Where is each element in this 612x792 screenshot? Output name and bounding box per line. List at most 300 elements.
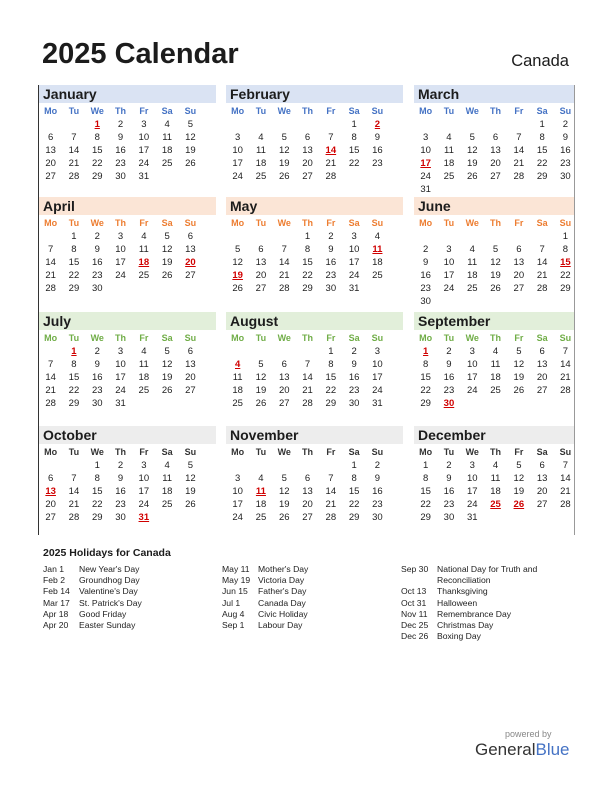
day-cell: 1 <box>328 346 334 357</box>
day-cell: 24 <box>443 283 455 294</box>
weekday-label: We <box>465 218 479 228</box>
weekday-label: Tu <box>443 106 455 116</box>
day-cell: 19 <box>161 372 173 383</box>
day-grid <box>39 230 216 295</box>
day-cell: 13 <box>302 486 313 497</box>
day-cell: 2 <box>351 346 357 357</box>
day-cell: 16 <box>115 145 126 156</box>
holiday-name: Canada Day <box>258 597 306 608</box>
weekday-label: Mo <box>419 106 433 116</box>
weekday-label: Mo <box>44 106 58 116</box>
day-cell: 16 <box>560 145 571 156</box>
month-name: November <box>226 426 403 444</box>
day-cell: 13 <box>490 145 501 156</box>
day-cell: 20 <box>45 158 56 169</box>
day-cell: 12 <box>490 257 501 268</box>
day-cell: 19 <box>513 372 525 383</box>
day-cell: 21 <box>68 158 80 169</box>
holiday-column-1 <box>43 564 213 631</box>
day-cell: 24 <box>466 499 478 510</box>
holiday-column-3 <box>401 564 566 642</box>
day-cell: 10 <box>372 359 383 370</box>
holiday-entry <box>43 564 213 575</box>
day-cell: 10 <box>115 244 126 255</box>
day-cell: 11 <box>138 359 149 370</box>
day-cell: 24 <box>348 270 360 281</box>
day-cell: 6 <box>304 473 311 484</box>
weekday-label: Su <box>184 447 197 457</box>
weekday-label: Su <box>184 106 197 116</box>
day-grid <box>414 345 574 410</box>
day-cell: 6 <box>539 460 545 471</box>
holiday-entry <box>222 620 392 631</box>
day-cell: 20 <box>302 499 313 510</box>
empty-cell <box>437 118 460 131</box>
day-cell: 11 <box>232 372 243 383</box>
day-cell: 18 <box>138 372 150 383</box>
day-cell: 22 <box>348 158 360 169</box>
day-cell: 3 <box>469 346 475 357</box>
weekday-label: Fr <box>326 447 336 457</box>
day-cell: 28 <box>45 283 56 294</box>
weekday-label: We <box>277 447 291 457</box>
weekday-label: Th <box>115 106 127 116</box>
day-cell: 13 <box>536 473 548 484</box>
holiday-name: Father's Day <box>258 586 307 597</box>
day-cell: 21 <box>278 270 290 281</box>
holiday-day-cell: 1 <box>423 346 429 357</box>
day-cell: 9 <box>351 359 357 370</box>
month-july <box>39 312 216 424</box>
day-cell: 12 <box>161 244 173 255</box>
day-cell: 28 <box>536 283 548 294</box>
holiday-day-cell: 20 <box>185 257 196 268</box>
day-cell: 26 <box>255 398 267 409</box>
weekday-label: Fr <box>514 447 524 457</box>
day-cell: 16 <box>115 486 126 497</box>
weekday-label: Th <box>490 333 502 343</box>
weekday-label: Th <box>490 447 502 457</box>
weekday-label: Sa <box>536 333 548 343</box>
day-cell: 7 <box>328 132 334 143</box>
holiday-day-cell: 25 <box>490 499 501 510</box>
day-cell: 28 <box>278 283 290 294</box>
day-cell: 1 <box>423 460 429 471</box>
day-cell: 24 <box>372 385 383 396</box>
day-cell: 27 <box>185 385 196 396</box>
day-cell: 26 <box>466 171 478 182</box>
day-cell: 19 <box>278 499 290 510</box>
day-cell: 30 <box>443 512 455 523</box>
day-cell: 30 <box>560 171 571 182</box>
day-cell: 5 <box>281 132 287 143</box>
day-cell: 13 <box>278 372 290 383</box>
holiday-date: Dec 25 <box>401 620 429 631</box>
day-cell: 3 <box>141 119 147 130</box>
empty-cell <box>484 118 507 131</box>
weekday-header <box>414 217 574 230</box>
weekday-label: Su <box>371 218 384 228</box>
holiday-entry <box>222 609 392 620</box>
empty-cell <box>296 459 319 472</box>
day-cell: 24 <box>420 171 431 182</box>
day-cell: 15 <box>91 145 103 156</box>
day-cell: 3 <box>469 460 475 471</box>
day-cell: 17 <box>232 158 243 169</box>
day-cell: 28 <box>45 398 56 409</box>
day-cell: 24 <box>115 385 126 396</box>
weekday-label: Su <box>559 333 572 343</box>
day-cell: 30 <box>91 398 103 409</box>
weekday-label: Tu <box>255 447 267 457</box>
page-title: 2025 Calendar <box>42 38 239 70</box>
day-cell: 17 <box>466 486 478 497</box>
month-name: June <box>414 197 574 215</box>
weekday-label: Tu <box>255 333 267 343</box>
day-cell: 19 <box>161 257 173 268</box>
day-cell: 16 <box>443 372 455 383</box>
day-cell: 5 <box>164 346 170 357</box>
month-june <box>414 197 574 309</box>
day-cell: 8 <box>94 132 100 143</box>
day-cell: 28 <box>560 385 571 396</box>
day-cell: 23 <box>560 158 571 169</box>
holiday-name: Good Friday <box>79 608 127 619</box>
day-cell: 24 <box>138 158 150 169</box>
weekday-label: Th <box>302 447 314 457</box>
day-cell: 14 <box>513 145 525 156</box>
day-cell: 28 <box>560 499 571 510</box>
day-cell: 8 <box>71 359 77 370</box>
empty-cell <box>414 230 437 243</box>
weekday-label: Tu <box>255 218 267 228</box>
holiday-date: Sep 1 <box>222 620 245 631</box>
day-cell: 11 <box>138 244 149 255</box>
day-cell: 21 <box>68 499 80 510</box>
day-cell: 20 <box>255 270 267 281</box>
day-cell: 28 <box>513 171 525 182</box>
weekday-label: Tu <box>68 218 80 228</box>
day-cell: 16 <box>325 257 337 268</box>
day-cell: 5 <box>469 132 475 143</box>
day-grid <box>39 118 216 183</box>
holiday-date: May 19 <box>222 575 251 586</box>
month-october <box>39 426 216 538</box>
holiday-date: May 11 <box>222 564 250 574</box>
day-cell: 22 <box>420 499 431 510</box>
holiday-day-cell: 18 <box>138 257 150 268</box>
weekday-header <box>39 105 216 118</box>
day-cell: 18 <box>443 158 455 169</box>
day-cell: 30 <box>91 283 103 294</box>
day-cell: 20 <box>45 499 56 510</box>
day-cell: 24 <box>232 512 243 523</box>
month-name: December <box>414 426 574 444</box>
day-cell: 20 <box>185 372 196 383</box>
day-cell: 22 <box>560 270 571 281</box>
day-cell: 18 <box>161 145 173 156</box>
day-cell: 9 <box>562 132 569 143</box>
weekday-label: Mo <box>44 333 58 343</box>
holiday-name: Boxing Day <box>437 631 481 642</box>
holiday-day-cell: 11 <box>255 486 266 497</box>
day-grid <box>226 230 403 295</box>
day-cell: 4 <box>141 346 147 357</box>
day-cell: 1 <box>351 460 357 471</box>
day-cell: 6 <box>187 346 194 357</box>
day-cell: 6 <box>539 346 545 357</box>
holiday-entry <box>43 609 213 620</box>
day-cell: 29 <box>302 283 313 294</box>
weekday-label: Th <box>115 447 127 457</box>
weekday-label: Su <box>184 218 197 228</box>
day-cell: 9 <box>94 359 100 370</box>
holiday-date: Feb 14 <box>43 586 70 597</box>
day-cell: 12 <box>513 359 525 370</box>
day-cell: 4 <box>141 231 147 242</box>
day-cell: 9 <box>94 244 100 255</box>
day-cell: 27 <box>185 270 196 281</box>
day-cell: 6 <box>304 132 311 143</box>
day-cell: 31 <box>115 398 126 409</box>
month-january <box>39 85 216 197</box>
empty-cell <box>507 118 530 131</box>
day-cell: 22 <box>91 158 103 169</box>
day-cell: 8 <box>351 473 357 484</box>
day-cell: 22 <box>68 385 80 396</box>
holiday-name: National Day for Truth and Reconciliation <box>437 564 538 586</box>
day-cell: 4 <box>258 132 264 143</box>
holiday-date: Feb 2 <box>43 575 65 586</box>
month-name: January <box>39 85 216 103</box>
day-cell: 5 <box>258 359 264 370</box>
holiday-day-cell: 19 <box>232 270 243 281</box>
empty-cell <box>249 345 272 358</box>
weekday-label: We <box>90 447 104 457</box>
day-cell: 27 <box>255 283 267 294</box>
day-cell: 23 <box>91 270 103 281</box>
day-cell: 12 <box>278 145 290 156</box>
day-cell: 25 <box>490 385 501 396</box>
weekday-label: Su <box>559 447 572 457</box>
empty-cell <box>39 459 62 472</box>
day-cell: 23 <box>325 270 337 281</box>
weekday-label: Sa <box>536 447 548 457</box>
day-cell: 2 <box>446 346 452 357</box>
day-cell: 7 <box>562 346 569 357</box>
day-cell: 25 <box>443 171 455 182</box>
day-cell: 9 <box>423 257 429 268</box>
day-cell: 4 <box>164 119 170 130</box>
weekday-label: Su <box>371 106 384 116</box>
empty-cell <box>249 118 272 131</box>
day-cell: 15 <box>420 486 431 497</box>
day-cell: 31 <box>372 398 383 409</box>
day-cell: 17 <box>115 257 126 268</box>
holiday-name: Labour Day <box>258 620 303 631</box>
day-cell: 10 <box>466 473 478 484</box>
day-cell: 26 <box>161 270 173 281</box>
day-cell: 5 <box>235 244 241 255</box>
weekday-label: We <box>90 333 104 343</box>
weekday-label: Tu <box>443 218 455 228</box>
weekday-label: Sa <box>348 447 360 457</box>
holiday-date: Mar 17 <box>43 597 70 608</box>
day-cell: 3 <box>351 231 357 242</box>
holiday-entry <box>43 620 213 631</box>
weekday-label: Fr <box>139 218 149 228</box>
empty-cell <box>226 345 249 358</box>
day-cell: 29 <box>91 512 103 523</box>
day-cell: 22 <box>536 158 548 169</box>
day-cell: 29 <box>68 283 80 294</box>
weekday-header <box>414 446 574 459</box>
day-cell: 29 <box>420 398 431 409</box>
day-cell: 13 <box>302 145 313 156</box>
day-cell: 3 <box>117 231 124 242</box>
day-cell: 25 <box>372 270 383 281</box>
day-cell: 7 <box>71 132 77 143</box>
weekday-label: Su <box>371 447 384 457</box>
day-cell: 23 <box>420 283 431 294</box>
day-cell: 29 <box>348 512 360 523</box>
day-cell: 15 <box>68 372 80 383</box>
holiday-date: Oct 13 <box>401 586 427 597</box>
day-cell: 18 <box>255 499 267 510</box>
day-cell: 28 <box>68 512 80 523</box>
day-cell: 1 <box>71 231 77 242</box>
day-cell: 12 <box>161 359 173 370</box>
day-grid <box>226 345 403 410</box>
month-name: September <box>414 312 574 330</box>
day-cell: 31 <box>348 283 360 294</box>
weekday-label: Sa <box>161 106 173 116</box>
empty-cell <box>226 118 249 131</box>
generalblue-logo[interactable] <box>475 740 570 760</box>
day-cell: 28 <box>325 512 337 523</box>
day-cell: 27 <box>45 171 56 182</box>
weekday-label: Th <box>490 106 502 116</box>
day-cell: 11 <box>490 473 501 484</box>
day-cell: 12 <box>232 257 243 268</box>
day-cell: 30 <box>325 283 337 294</box>
weekday-label: Su <box>559 106 572 116</box>
day-cell: 2 <box>94 346 100 357</box>
day-cell: 21 <box>560 372 571 383</box>
day-cell: 25 <box>232 398 243 409</box>
day-cell: 10 <box>232 145 243 156</box>
day-cell: 20 <box>513 270 525 281</box>
brand-blue: Blue <box>535 740 570 759</box>
weekday-label: Fr <box>326 218 336 228</box>
day-cell: 15 <box>91 486 103 497</box>
day-cell: 13 <box>536 359 548 370</box>
day-cell: 26 <box>232 283 243 294</box>
weekday-label: Mo <box>419 218 433 228</box>
holiday-day-cell: 13 <box>45 486 56 497</box>
weekday-label: Mo <box>231 447 245 457</box>
empty-cell <box>273 345 296 358</box>
empty-cell <box>273 459 296 472</box>
day-cell: 13 <box>185 359 196 370</box>
day-cell: 11 <box>162 473 173 484</box>
day-cell: 21 <box>325 499 337 510</box>
holiday-day-cell: 11 <box>372 244 383 255</box>
day-cell: 18 <box>255 158 267 169</box>
day-cell: 16 <box>91 372 103 383</box>
day-cell: 21 <box>45 270 56 281</box>
holiday-name: Christmas Day <box>437 620 494 631</box>
day-cell: 7 <box>48 359 54 370</box>
holiday-name: St. Patrick's Day <box>79 597 142 608</box>
day-cell: 5 <box>187 460 194 471</box>
holiday-date: Nov 11 <box>401 608 428 619</box>
day-cell: 5 <box>492 244 499 255</box>
day-cell: 13 <box>255 257 267 268</box>
day-cell: 13 <box>185 244 196 255</box>
holiday-name: Remembrance Day <box>437 608 512 619</box>
weekday-label: Tu <box>443 333 455 343</box>
day-cell: 2 <box>328 231 334 242</box>
day-cell: 19 <box>185 486 196 497</box>
day-cell: 30 <box>372 512 383 523</box>
weekday-label: We <box>465 333 479 343</box>
weekday-label: Th <box>115 333 127 343</box>
day-cell: 12 <box>255 372 267 383</box>
day-cell: 21 <box>325 158 337 169</box>
holiday-entry <box>401 564 566 586</box>
day-cell: 17 <box>443 270 455 281</box>
day-cell: 10 <box>115 359 126 370</box>
day-cell: 20 <box>302 158 313 169</box>
day-cell: 26 <box>161 385 173 396</box>
day-cell: 10 <box>138 132 150 143</box>
day-cell: 1 <box>539 119 545 130</box>
empty-cell <box>273 230 296 243</box>
day-cell: 8 <box>562 244 569 255</box>
day-cell: 3 <box>446 244 452 255</box>
day-cell: 18 <box>161 486 173 497</box>
holiday-entry <box>401 598 566 609</box>
day-cell: 8 <box>328 359 334 370</box>
weekday-header <box>226 446 403 459</box>
day-grid <box>39 345 216 410</box>
day-cell: 8 <box>351 132 357 143</box>
day-cell: 27 <box>490 171 501 182</box>
holiday-entry <box>401 609 566 620</box>
holiday-day-cell: 17 <box>420 158 431 169</box>
empty-cell <box>226 459 249 472</box>
day-cell: 17 <box>115 372 126 383</box>
day-cell: 22 <box>91 499 103 510</box>
day-cell: 17 <box>232 499 243 510</box>
day-cell: 7 <box>328 473 334 484</box>
holiday-date: Jan 1 <box>43 564 65 574</box>
empty-cell <box>226 230 249 243</box>
day-cell: 11 <box>256 145 266 156</box>
day-cell: 9 <box>117 473 124 484</box>
day-grid <box>39 459 216 524</box>
holiday-day-cell: 31 <box>138 512 150 523</box>
weekday-header <box>226 332 403 345</box>
holiday-date: Oct 31 <box>401 597 427 608</box>
country-label: Canada <box>511 52 569 70</box>
weekday-label: We <box>90 106 104 116</box>
empty-cell <box>39 118 62 131</box>
empty-cell <box>296 118 319 131</box>
day-cell: 10 <box>232 486 243 497</box>
weekday-label: Mo <box>419 333 433 343</box>
